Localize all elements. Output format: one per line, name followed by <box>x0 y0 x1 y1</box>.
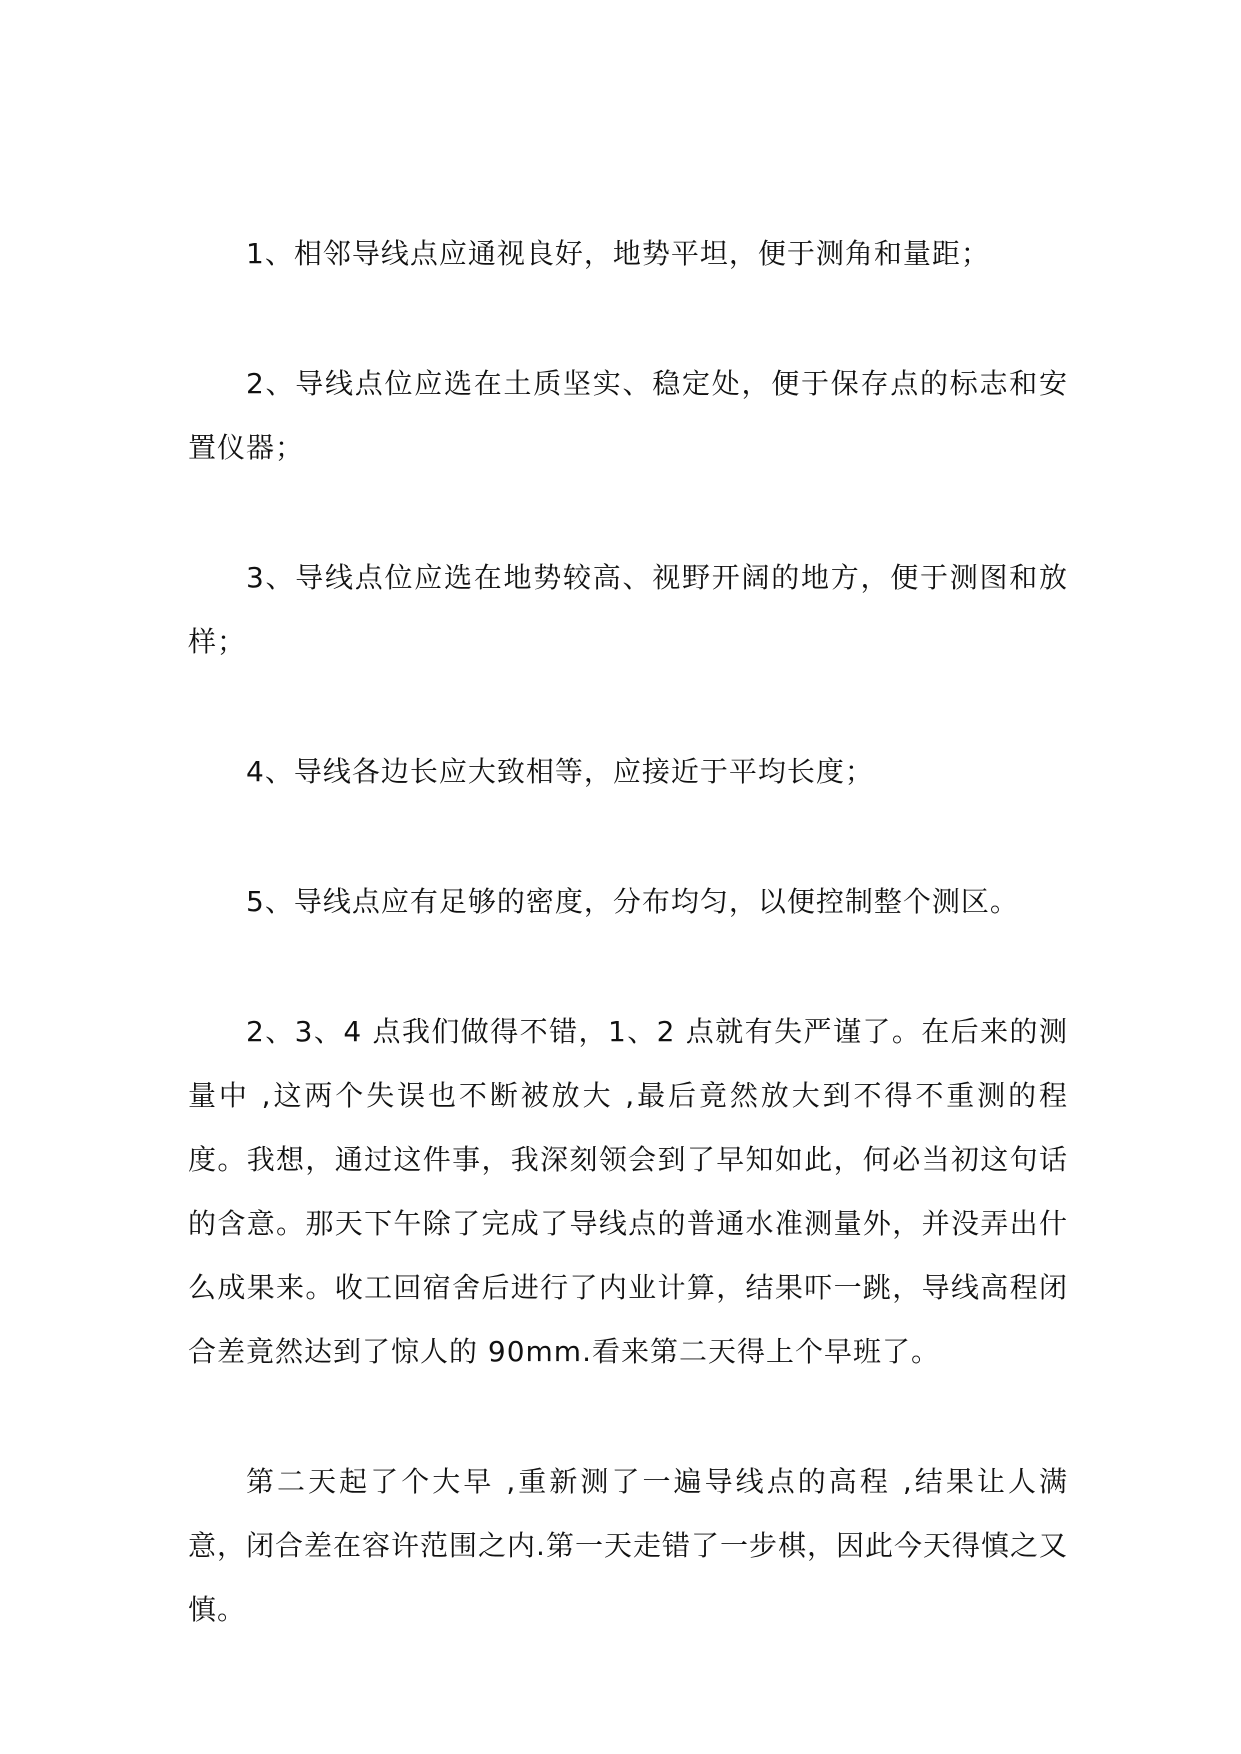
paragraph: 5、导线点应有足够的密度，分布均匀，以便控制整个测区。 <box>246 885 1019 918</box>
paragraph: 4、导线各边长应大致相等，应接近于平均长度； <box>246 755 874 788</box>
paragraph: 2、3、4 点我们做得不错，1、2 点就有失严谨了。在后来的测量中 ,这两个失误也不断被放大 ,最后竟然放大到不得不重测的程度。我想，通过这件事，我深刻领会到了早知如此，何必当初这句话的含意。那天下午除了完成了导线点的普通水准测量外，并没弄出什么成果来。收工回宿舍后进行了内业计算，结果吓一跳，导线高程闭合差竟然达到了惊人的 90mm.看来第二天得上个早班了。 <box>188 1015 1068 1368</box>
paragraph: 2、导线点位应选在土质坚实、稳定处，便于保存点的标志和安置仪器； <box>188 367 1068 464</box>
document-body <box>188 222 1068 1642</box>
paragraph: 1、相邻导线点应通视良好，地势平坦，便于测角和量距； <box>246 237 990 270</box>
paragraph: 3、导线点位应选在地势较高、视野开阔的地方，便于测图和放样； <box>188 561 1068 658</box>
paragraph: 第二天起了个大早 ,重新测了一遍导线点的高程 ,结果让人满意，闭合差在容许范围之内.第一天走错了一步棋，因此今天得慎之又慎。 <box>188 1465 1068 1626</box>
